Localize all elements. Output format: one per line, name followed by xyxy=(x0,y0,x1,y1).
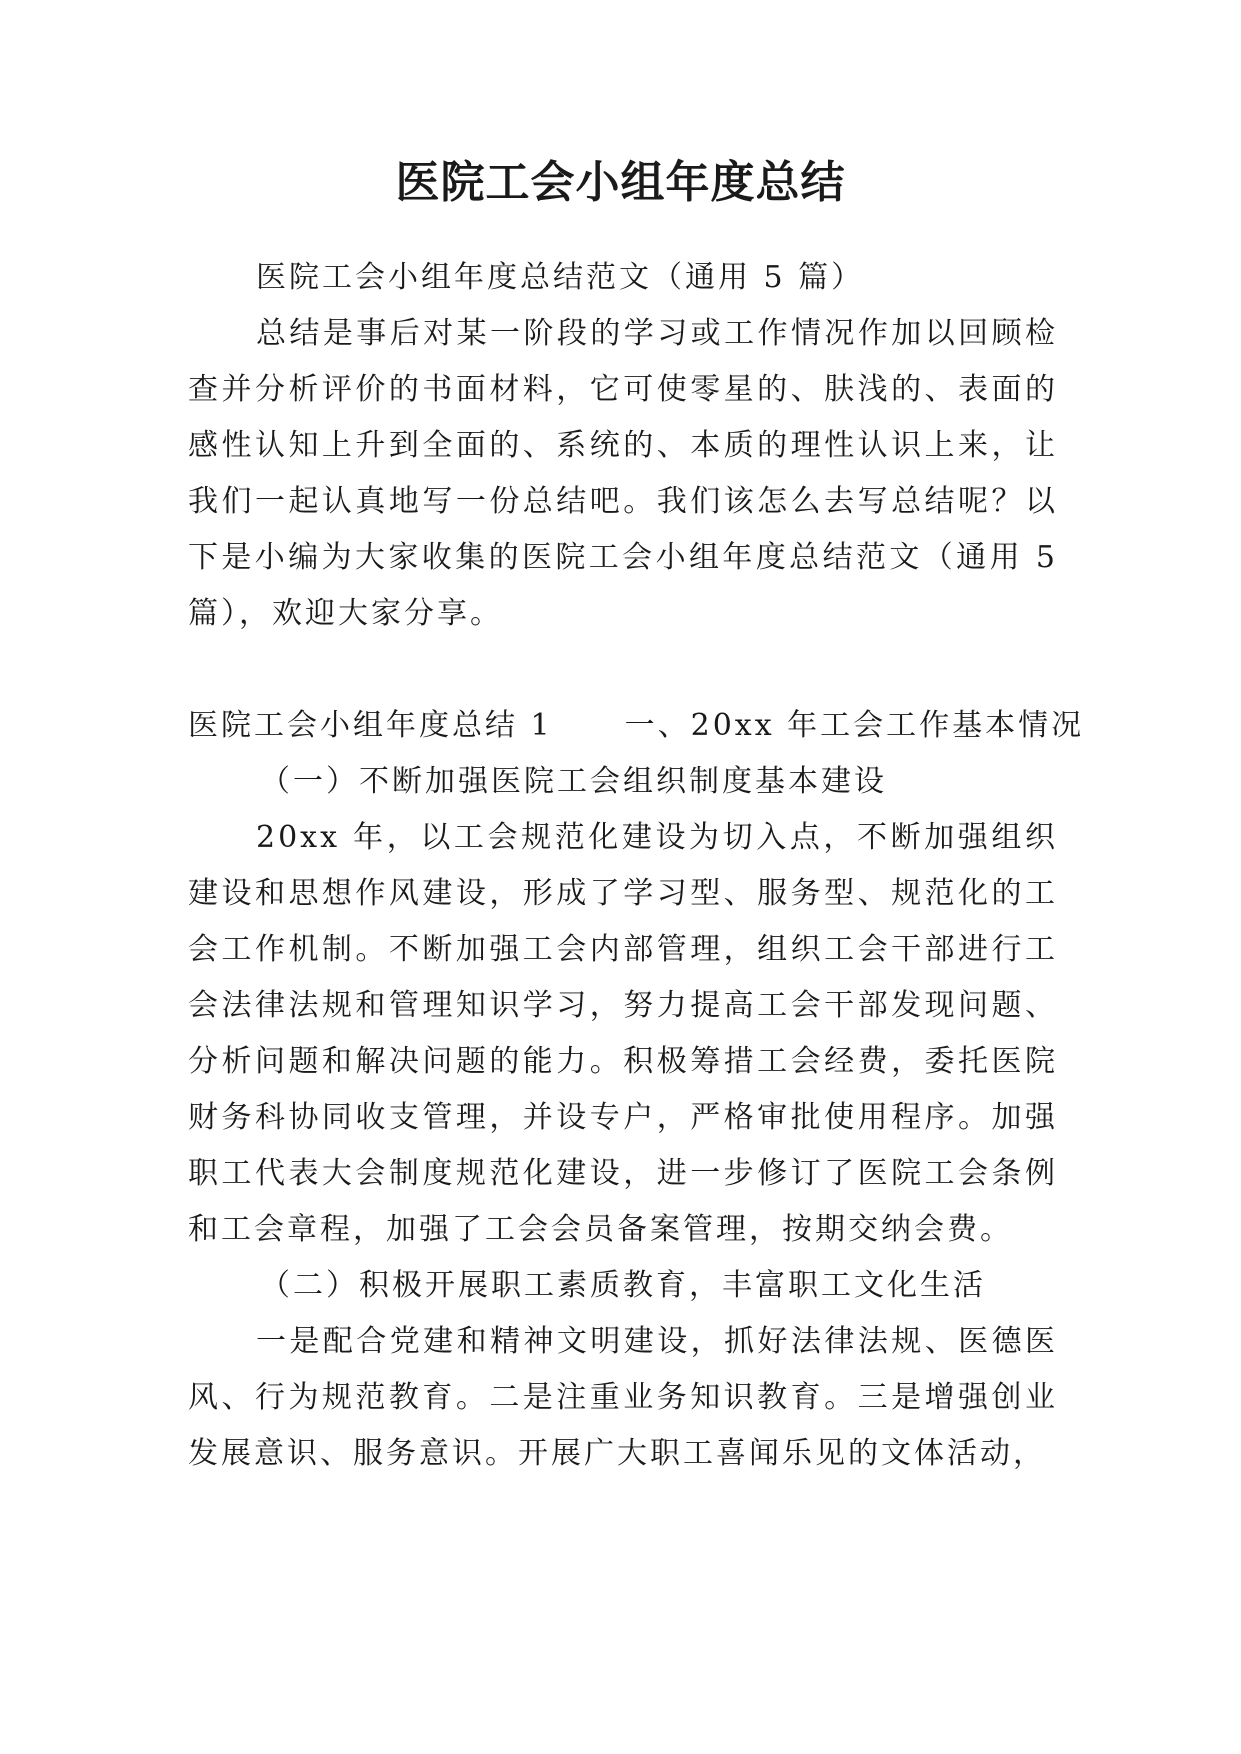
subsection-title-1: （一）不断加强医院工会组织制度基本建设 xyxy=(260,764,887,799)
document-title: 医院工会小组年度总结 xyxy=(395,157,846,208)
section-heading-line xyxy=(188,698,1085,754)
section-heading: 医院工会小组年度总结 1 xyxy=(188,708,553,743)
subsection-paragraph-2: 一是配合党建和精神文明建设，抓好法律法规、医德医风、行为规范教育。二是注重业务知识教育。三是增强创业发展意识、服务意识。开展广大职工喜闻乐见的文体活动， xyxy=(188,1324,1058,1471)
subtitle-paragraph: 医院工会小组年度总结范文（通用 5 篇） xyxy=(256,260,865,295)
paragraph-gap xyxy=(188,642,1058,698)
intro-paragraph: 总结是事后对某一阶段的学习或工作情况作加以回顾检查并分析评价的书面材料，它可使零星的、肤浅的、表面的感性认知上升到全面的、系统的、本质的理性认识上来，让我们一起认真地写一份总结吧。我们该怎么去写总结呢？以下是小编为大家收集的医院工会小组年度总结范文（通用 5 篇），欢迎大家分享。 xyxy=(188,316,1058,631)
subsection-paragraph-1: 20xx 年，以工会规范化建设为切入点，不断加强组织建设和思想作风建设，形成了学习型、服务型、规范化的工会工作机制。不断加强工会内部管理，组织工会干部进行工会法律法规和管理知识学习，努力提高工会干部发现问题、分析问题和解决问题的能力。积极筹措工会经费，委托医院财务科协同收支管理，并设专户，严格审批使用程序。加强职工代表大会制度规范化建设，进一步修订了医院工会条例和工会章程，加强了工会会员备案管理，按期交纳会费。 xyxy=(188,820,1058,1247)
subsection-title-2: （二）积极开展职工素质教育，丰富职工文化生活 xyxy=(260,1268,986,1303)
document-body xyxy=(188,250,1085,1482)
part-title: 一、20xx 年工会工作基本情况 xyxy=(624,708,1085,743)
